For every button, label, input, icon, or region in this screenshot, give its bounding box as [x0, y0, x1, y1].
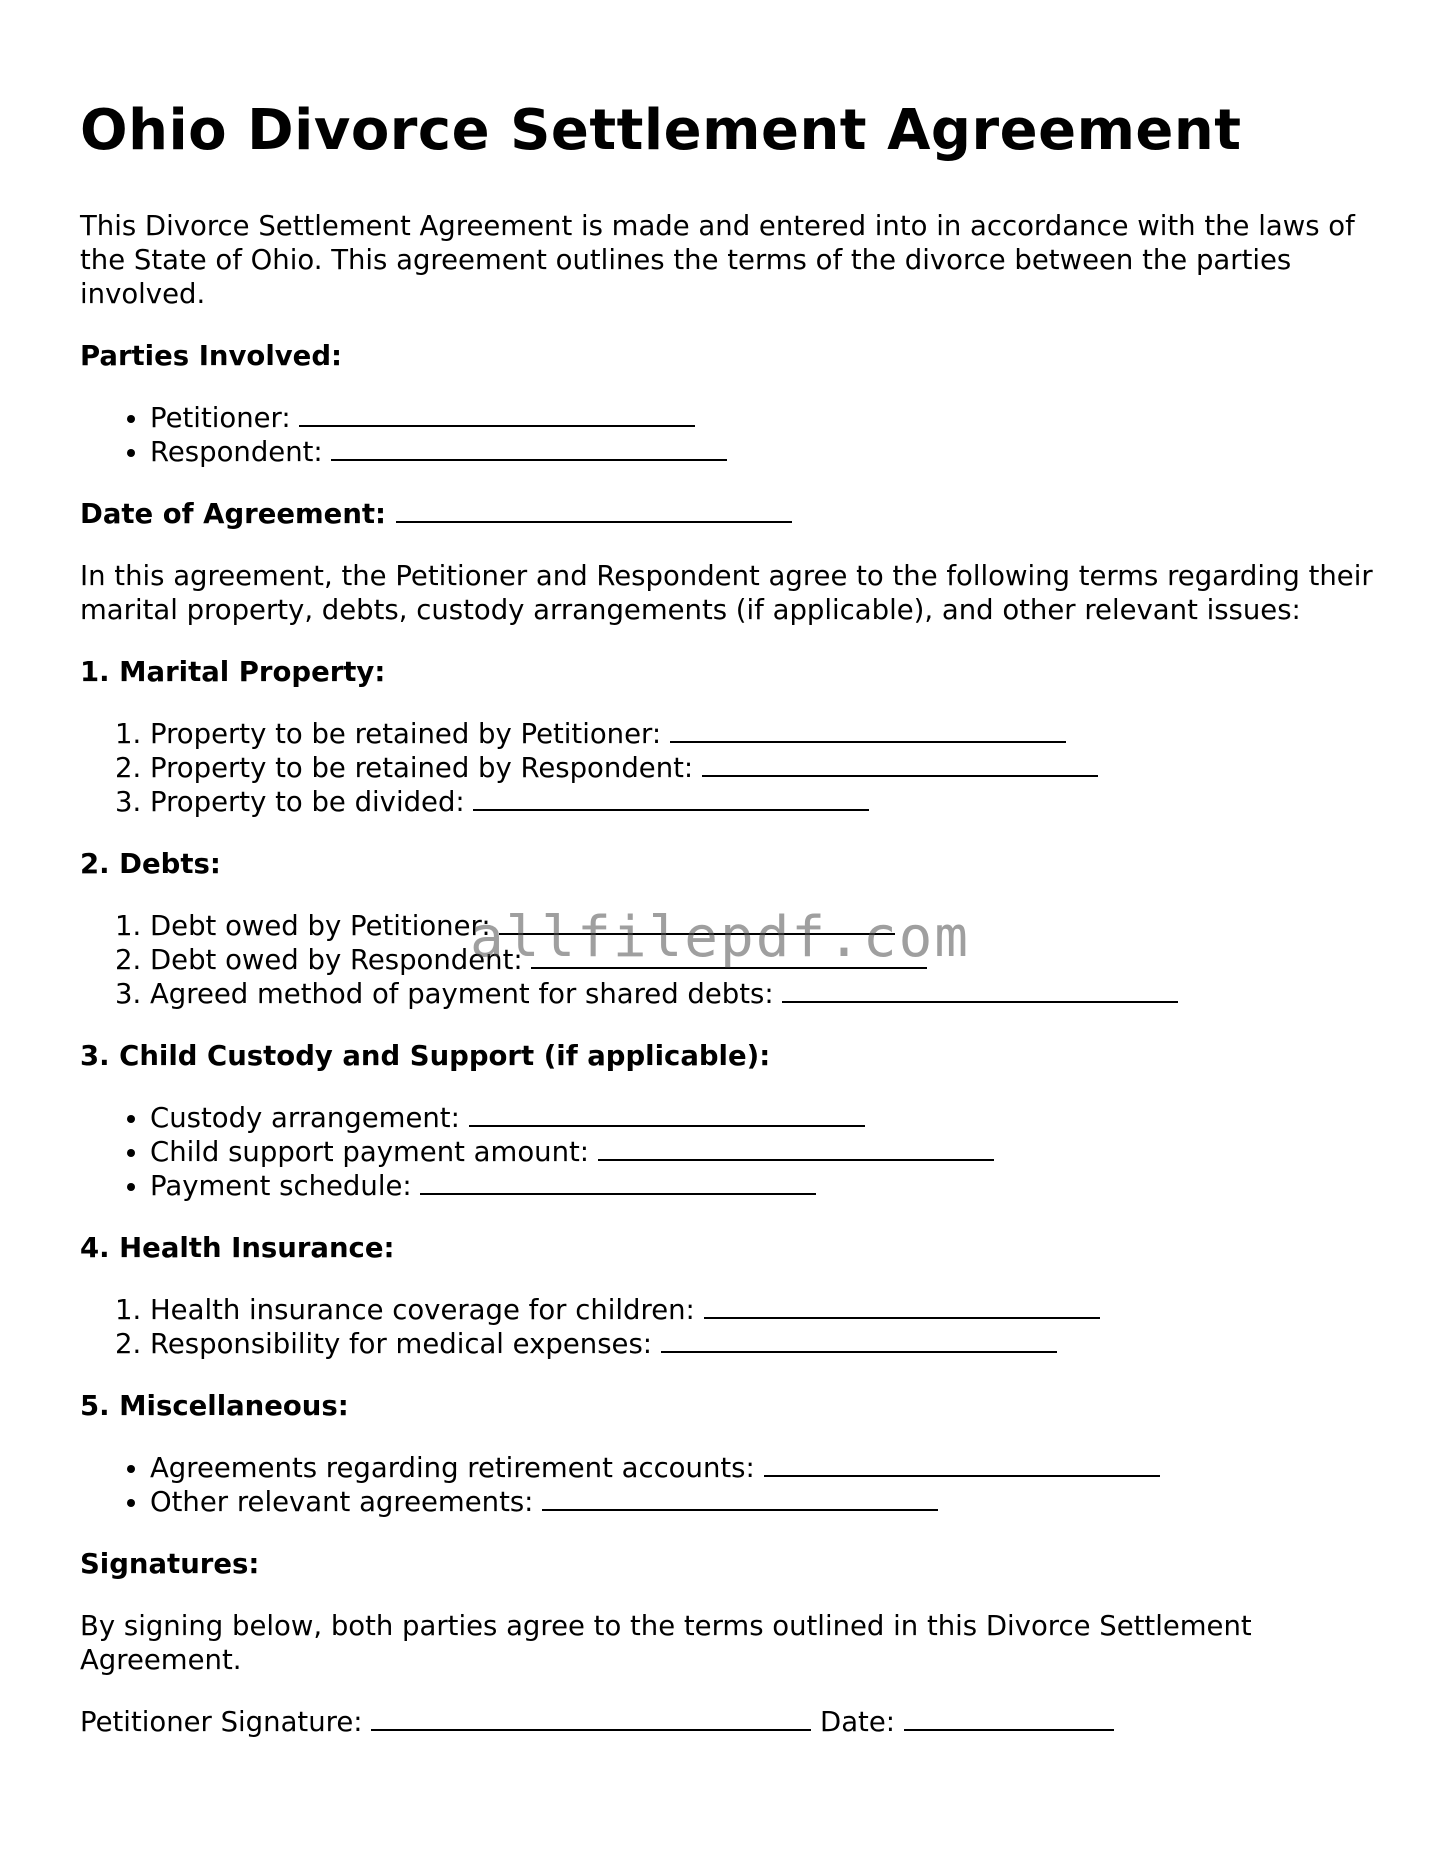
list-item: 1. Debt owed by Petitioner: [150, 909, 1380, 943]
terms-intro: In this agreement, the Petitioner and Respondent agree to the following terms regarding their marital property, debts, custody arrangements (if applicable), and other relevant issues: [80, 560, 1373, 626]
section-heading-miscellaneous: 5. Miscellaneous: [80, 1390, 349, 1422]
watermark: allfilepdf.com [470, 905, 971, 970]
signatures-text: By signing below, both parties agree to the terms outlined in this Divorce Settlement Agreement. [80, 1610, 1252, 1676]
list-item: 1. Health insurance coverage for children: [150, 1293, 1380, 1327]
field-blank[interactable] [598, 1137, 994, 1161]
field-blank[interactable] [704, 1295, 1100, 1319]
list-item: • Other relevant agreements: [150, 1485, 1380, 1519]
section-heading-health-insurance: 4. Health Insurance: [80, 1232, 395, 1264]
date-of-agreement: Date of Agreement: [80, 497, 1380, 531]
health-insurance-list [80, 1293, 1380, 1361]
field-blank[interactable] [661, 1329, 1057, 1353]
petitioner-signature-line: Petitioner Signature: Date: [80, 1705, 1380, 1739]
list-item: 2. Responsibility for medical expenses: [150, 1327, 1380, 1361]
field-blank[interactable] [473, 787, 869, 811]
field-blank[interactable] [542, 1487, 938, 1511]
section-heading-marital-property: 1. Marital Property: [80, 656, 386, 688]
document-title: Ohio Divorce Settlement Agreement [80, 98, 1242, 163]
list-item: 2. Property to be retained by Respondent: [150, 751, 1380, 785]
petitioner-signature-blank[interactable] [371, 1707, 811, 1731]
list-item: • Custody arrangement: [150, 1101, 1380, 1135]
list-item: • Child support payment amount: [150, 1135, 1380, 1169]
field-blank[interactable] [670, 719, 1066, 743]
child-custody-list [80, 1101, 1380, 1203]
parties-heading: Parties Involved: [80, 340, 343, 372]
list-item: • Respondent: [150, 435, 1380, 469]
list-item: 3. Property to be divided: [150, 785, 1380, 819]
field-blank[interactable] [469, 1103, 865, 1127]
list-item: • Petitioner: [150, 401, 1380, 435]
signatures-heading: Signatures: [80, 1548, 260, 1580]
intro-paragraph: This Divorce Settlement Agreement is made and entered into in accordance with the laws of the State of Ohio. This agreement outlines the terms of the divorce between the parties involved. [80, 210, 1355, 310]
marital-property-list [80, 717, 1380, 819]
respondent-blank[interactable] [331, 437, 727, 461]
field-blank[interactable] [420, 1171, 816, 1195]
section-heading-child-custody: 3. Child Custody and Support (if applicable): [80, 1040, 771, 1072]
petitioner-blank[interactable] [299, 403, 695, 427]
list-item: 3. Agreed method of payment for shared debts: [150, 977, 1380, 1011]
date-of-agreement-blank[interactable] [396, 499, 792, 523]
parties-list [80, 401, 1380, 469]
list-item: 2. Debt owed by Respondent: [150, 943, 1380, 977]
list-item: 1. Property to be retained by Petitioner: [150, 717, 1380, 751]
miscellaneous-list [80, 1451, 1380, 1519]
field-blank[interactable] [702, 753, 1098, 777]
signature-date-blank[interactable] [904, 1707, 1114, 1731]
list-item: • Payment schedule: [150, 1169, 1380, 1203]
field-blank[interactable] [764, 1453, 1160, 1477]
list-item: • Agreements regarding retirement accounts: [150, 1451, 1380, 1485]
section-heading-debts: 2. Debts: [80, 848, 221, 880]
field-blank[interactable] [782, 979, 1178, 1003]
